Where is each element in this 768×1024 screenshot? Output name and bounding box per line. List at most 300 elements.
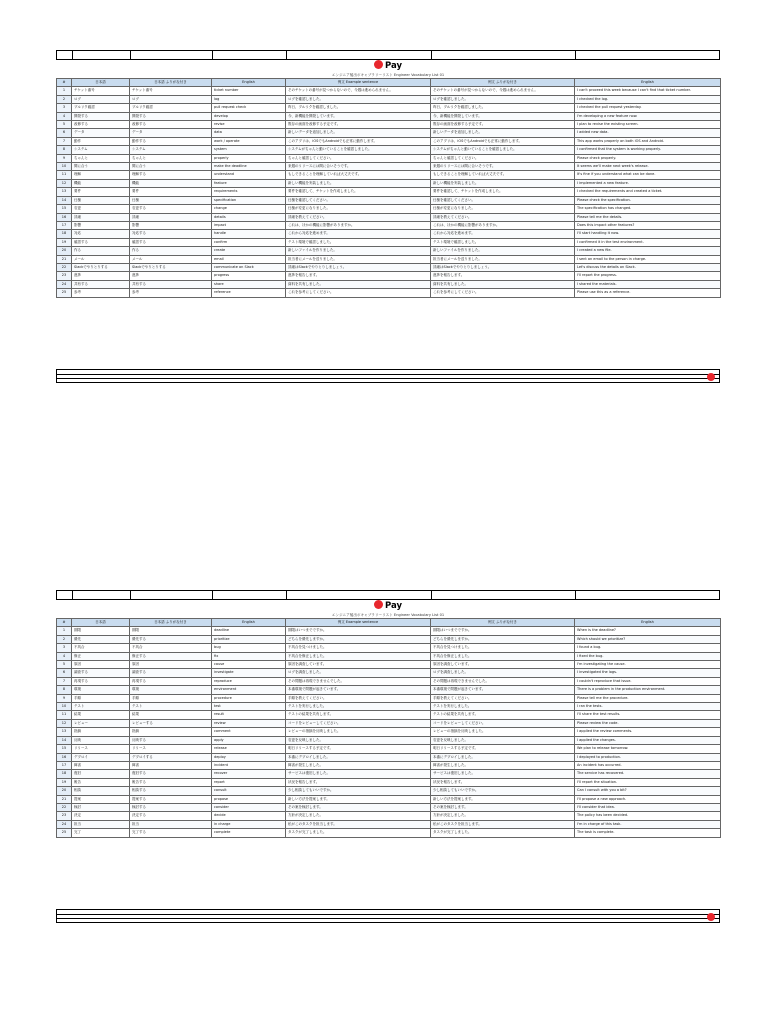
table-cell: 今、新機能を開発しています。 [286,112,431,120]
column-header: English [212,619,286,627]
table-cell: ログを確認しました。 [431,95,575,103]
table-cell: 明日リリースする予定です。 [431,745,575,753]
table-cell: 提案する [130,795,212,803]
table-cell: 4 [57,112,72,120]
table-cell: 13 [57,728,72,736]
table-cell: 7 [57,677,72,685]
table-cell: Please use this as a reference. [575,289,721,297]
table-cell: Please check properly. [575,154,721,162]
brand-name: Pay [384,61,403,71]
table-cell: 報告する [130,778,212,786]
table-cell: ちゃんと確認してください。 [431,154,575,162]
table-cell: 21 [57,795,72,803]
table-cell: 新しいファイルを作りました。 [286,247,431,255]
table-cell: どちらを優先しますか。 [286,635,431,643]
table-cell: 昨日、プルリクを確認しました。 [286,104,431,112]
table-cell: 機能 [72,179,130,187]
table-cell: 不具合を修正しました。 [286,652,431,660]
table-cell: log [212,95,286,103]
table-cell: 要件 [72,188,130,196]
table-cell: 2 [57,95,72,103]
table-cell: 期限 [72,627,130,635]
table-cell: 新しいデータを追加しました。 [286,129,431,137]
table-cell: reference [212,289,286,297]
table-cell: 昨日、プルリクを確認しました。 [431,104,575,112]
table-cell: 24 [57,280,72,288]
table-row [57,230,721,238]
vocab-table [56,78,721,298]
table-cell: I investigated the logs. [575,669,721,677]
table-cell: 対応する [130,230,212,238]
table-header-row [57,619,721,627]
column-header: English [575,619,721,627]
table-row [57,154,721,162]
table-cell: 動作する [130,137,212,145]
table-cell: 復旧 [72,770,130,778]
table-cell: 詳細を教えてください。 [286,213,431,221]
table-cell: 5 [57,661,72,669]
table-cell: 決定する [130,812,212,820]
table-cell: テスト [130,703,212,711]
table-cell: review [212,719,286,727]
sheet-subtitle: エンジニア頻出ボキャブラリーリスト Engineer Vocabulary List 01 [331,613,445,617]
table-cell: Which should we prioritize? [575,635,721,643]
table-cell: comment [212,728,286,736]
table-cell: Please tell me the details. [575,213,721,221]
table-cell: I'm developing a new feature now. [575,112,721,120]
pay-footer-icon [707,373,715,381]
table-cell: share [212,280,286,288]
table-row [57,205,721,213]
table-cell: 相談 [72,787,130,795]
table-cell: details [212,213,286,221]
table-cell: 完了する [130,829,212,837]
table-row [57,87,721,95]
table-cell: 23 [57,812,72,820]
table-row [57,686,721,694]
table-cell: 手順 [72,694,130,702]
table-row [57,711,721,719]
table-cell: The policy has been decided. [575,812,721,820]
table-cell: I added new data. [575,129,721,137]
table-cell: 開発する [130,112,212,120]
table-row [57,787,721,795]
table-cell: 13 [57,188,72,196]
table-cell: confirm [212,238,286,246]
table-cell: システムがちゃんと動いていることを確認しました。 [431,146,575,154]
table-row [57,761,721,769]
column-header: 例文 ふりがな付き [431,79,575,87]
table-cell: 作る [130,247,212,255]
table-cell: 影響 [72,221,130,229]
table-cell: 進捗 [130,272,212,280]
table-cell: 今、新機能を開発しています。 [431,112,575,120]
table-cell: 検討 [72,803,130,811]
table-cell: I confirmed that the system is working properly. [575,146,721,154]
table-row [57,137,721,145]
table-cell: 本番にデプロイしました。 [286,753,431,761]
sheet-footer [56,369,720,383]
table-cell: 進捗を報告します。 [431,272,575,280]
table-cell: Slackでやりとりする [130,263,212,271]
table-cell: I created a new file. [575,247,721,255]
table-cell: 理解 [72,171,130,179]
table-cell: リリース [130,745,212,753]
table-cell: 障害 [72,761,130,769]
table-cell: 再現する [130,677,212,685]
table-cell: 不具合 [130,644,212,652]
table-row [57,803,721,811]
column-header: 日本語 ふりがな付き [130,79,212,87]
table-cell: 要件を確認して、チケットを作成しました。 [286,188,431,196]
table-cell: I sent an email to the person in charge. [575,255,721,263]
table-cell: 対応 [72,230,130,238]
table-cell: 進捗 [72,272,130,280]
table-cell: サービスは復旧しました。 [286,770,431,778]
table-row [57,196,721,204]
table-cell: 8 [57,146,72,154]
table-cell: 少し相談してもいいですか。 [286,787,431,795]
table-cell: これを参考にしてください。 [286,289,431,297]
table-cell: 作る [72,247,130,255]
table-cell: リリース [72,745,130,753]
table-cell: I confirmed it in the test environment. [575,238,721,246]
table-cell: 17 [57,221,72,229]
table-cell: コードをレビューしてください。 [431,719,575,727]
table-cell: 新しい機能を実装しました。 [431,179,575,187]
table-cell: An incident has occurred. [575,761,721,769]
table-cell: I fixed the bug. [575,652,721,660]
column-header: 日本語 ふりがな付き [130,619,212,627]
table-cell: 決定 [72,812,130,820]
column-header: 例文 Example sentence [286,619,431,627]
table-cell: どちらを優先しますか。 [431,635,575,643]
table-cell: make the deadline [212,163,286,171]
table-cell: test [212,703,286,711]
table-cell: I'll share the test results. [575,711,721,719]
table-cell: 3 [57,104,72,112]
table-cell: 24 [57,820,72,828]
table-cell: Please check the specification. [575,196,721,204]
table-cell: work / operate [212,137,286,145]
sheet-header-grid [56,590,720,600]
table-cell: requirements [212,188,286,196]
table-cell: I ran the tests. [575,703,721,711]
table-cell: It seems we'll make next week's release. [575,163,721,171]
table-cell: 再現する [72,677,130,685]
table-cell: 方針が決定しました。 [286,812,431,820]
table-cell: 新しい機能を実装しました。 [286,179,431,187]
table-cell: I can't proceed this week because I can't find that ticket number. [575,87,721,95]
table-cell: 修正 [72,652,130,660]
table-cell: I checked the pull request yesterday. [575,104,721,112]
table-row [57,221,721,229]
table-row [57,163,721,171]
vocab-sheet-2 [56,590,720,923]
table-cell: ちゃんと [130,154,212,162]
table-cell: 14 [57,196,72,204]
table-cell: 障害が発生しました。 [286,761,431,769]
table-body [57,87,721,297]
table-cell: environment [212,686,286,694]
table-body [57,627,721,837]
table-cell: When is the deadline? [575,627,721,635]
table-cell: revise [212,121,286,129]
pay-logo-icon [374,600,383,609]
table-cell: 22 [57,263,72,271]
table-cell: 共有する [72,280,130,288]
table-cell: I plan to revise the existing screen. [575,121,721,129]
table-cell: 私がこのタスクを担当します。 [431,820,575,828]
table-cell: 調査する [72,669,130,677]
table-cell: 担当 [72,820,130,828]
table-cell: 19 [57,238,72,246]
table-cell: 確認する [130,238,212,246]
table-cell: 反映する [130,736,212,744]
table-cell: テスト環境で確認しました。 [286,238,431,246]
table-cell: I'll start handling it now. [575,230,721,238]
table-cell: 期限 [130,627,212,635]
column-header: 例文 Example sentence [286,79,431,87]
table-cell: ログ [130,95,212,103]
table-cell: 障害 [130,761,212,769]
table-cell: 復旧する [130,770,212,778]
table-cell: 手順を教えてください。 [286,694,431,702]
table-cell: 不具合を見つけました。 [431,644,575,652]
table-cell: テスト環境で確認しました。 [431,238,575,246]
table-cell: Can I consult with you a bit? [575,787,721,795]
table-cell: 手順を教えてください。 [431,694,575,702]
table-cell: fix [212,652,286,660]
sheet-footer [56,909,720,923]
table-cell: 進捗を報告します。 [286,272,431,280]
table-row [57,121,721,129]
table-row [57,188,721,196]
table-cell: メール [130,255,212,263]
table-cell: 11 [57,711,72,719]
table-cell: 仕様が変更になりました。 [431,205,575,213]
table-cell: 8 [57,686,72,694]
table-row [57,104,721,112]
table-cell: システム [72,146,130,154]
table-cell: 新しいファイルを作りました。 [431,247,575,255]
table-cell: コードをレビューしてください。 [286,719,431,727]
table-cell: 調査する [130,669,212,677]
table-cell: Please review the code. [575,719,721,727]
brand-logo [56,60,720,72]
table-cell: in charge [212,820,286,828]
table-cell: そのチケットの番号が見つからないので、今週は進められません。 [286,87,431,95]
table-cell: ログ [72,95,130,103]
table-cell: 検討する [130,803,212,811]
table-cell: 仕様 [130,196,212,204]
table-cell: 提案 [72,795,130,803]
table-cell: 3 [57,644,72,652]
table-cell: チケット番号 [130,87,212,95]
table-row [57,263,721,271]
table-cell: 担当者にメールを送りました。 [431,255,575,263]
table-cell: There is a problem in the production environment. [575,686,721,694]
table-cell: テストを実行しました。 [286,703,431,711]
pay-footer-icon [707,913,715,921]
table-cell: 障害が発生しました。 [431,761,575,769]
column-header: 例文 ふりがな付き [431,619,575,627]
table-cell: change [212,205,286,213]
table-cell: これから対応を進めます。 [431,230,575,238]
table-cell: 25 [57,289,72,297]
table-row [57,255,721,263]
table-cell: I checked the requirements and created a ticket. [575,188,721,196]
table-cell: もしできることを理解していれば大丈夫です。 [286,171,431,179]
table-cell: handle [212,230,286,238]
table-cell: デプロイ [72,753,130,761]
table-cell: 指摘 [72,728,130,736]
table-cell: create [212,247,286,255]
table-row [57,627,721,635]
table-cell: The specification has changed. [575,205,721,213]
table-cell: 要件 [130,188,212,196]
table-cell: 21 [57,255,72,263]
table-cell: もしできることを理解していれば大丈夫です。 [431,171,575,179]
table-cell: I checked the log. [575,95,721,103]
table-row [57,778,721,786]
table-cell: communicate on Slack [212,263,286,271]
table-cell: Please tell me the procedure. [575,694,721,702]
table-cell: 12 [57,719,72,727]
table-row [57,247,721,255]
table-cell: incident [212,761,286,769]
table-cell: これは、ほかの機能に影響がありますか。 [286,221,431,229]
table-cell: 指摘 [130,728,212,736]
brand-logo [56,600,720,612]
table-cell: 来週のリリースには間に合いそうです。 [431,163,575,171]
table-cell: ログを確認しました。 [286,95,431,103]
table-cell: 不具合を修正しました。 [431,652,575,660]
table-cell: 17 [57,761,72,769]
table-cell: これは、ほかの機能に影響がありますか。 [431,221,575,229]
table-cell: 新しい方法を提案します。 [431,795,575,803]
table-cell: プルリク確認 [72,104,130,112]
table-row [57,736,721,744]
table-row [57,728,721,736]
table-cell: This app works properly on both iOS and Android. [575,137,721,145]
table-row [57,719,721,727]
table-row [57,112,721,120]
sheet-header-grid [56,50,720,60]
table-cell: I couldn't reproduce that issue. [575,677,721,685]
table-cell: deploy [212,753,286,761]
table-row [57,280,721,288]
table-cell: 6 [57,669,72,677]
table-cell: タスクが完了しました。 [286,829,431,837]
table-cell: 期限はいつまでですか。 [286,627,431,635]
table-cell: 報告 [72,778,130,786]
table-cell: 状況を報告します。 [286,778,431,786]
table-cell: 完了 [72,829,130,837]
table-cell: タスクが完了しました。 [431,829,575,837]
table-cell: recover [212,770,286,778]
table-cell: デプロイする [130,753,212,761]
table-cell: I found a bug. [575,644,721,652]
table-cell: システムがちゃんと動いていることを確認しました。 [286,146,431,154]
column-header: English [575,79,721,87]
table-cell: 参考 [130,289,212,297]
table-cell: 6 [57,129,72,137]
table-cell: チケット番号 [72,87,130,95]
table-cell: これから対応を進めます。 [286,230,431,238]
table-cell: deadline [212,627,286,635]
table-cell: 開発する [72,112,130,120]
table-cell: 16 [57,753,72,761]
table-row [57,795,721,803]
table-row [57,644,721,652]
table-cell: 変更 [72,205,130,213]
column-header: 日本語 [72,619,130,627]
table-row [57,745,721,753]
table-cell: 要件を確認して、チケットを作成しました。 [431,188,575,196]
table-cell: pull request check [212,104,286,112]
table-cell: Slackでやりとりする [72,263,130,271]
table-cell: I deployed to production. [575,753,721,761]
table-cell: 優先する [130,635,212,643]
table-cell: I'll consider that idea. [575,803,721,811]
table-cell: ログを調査しました。 [286,669,431,677]
table-cell: properly [212,154,286,162]
table-row [57,635,721,643]
table-row [57,213,721,221]
table-cell: 資料を共有しました。 [286,280,431,288]
table-cell: 変更を反映しました。 [431,736,575,744]
table-cell: prioritize [212,635,286,643]
table-cell: 詳細を教えてください。 [431,213,575,221]
column-header: 日本語 [72,79,130,87]
table-row [57,272,721,280]
table-cell: develop [212,112,286,120]
table-cell: 詳細はSlackでやりとりしましょう。 [286,263,431,271]
table-cell: The task is complete. [575,829,721,837]
table-cell: メール [72,255,130,263]
table-cell: このアプリは、iOSでもAndroidでも正常に動作します。 [286,137,431,145]
table-row [57,703,721,711]
table-cell: 仕様 [72,196,130,204]
table-row [57,669,721,677]
table-cell: 改修する [72,121,130,129]
table-cell: complete [212,829,286,837]
table-cell: 2 [57,635,72,643]
table-cell: 19 [57,778,72,786]
table-cell: 優先 [72,635,130,643]
table-cell: apply [212,736,286,744]
table-cell: レビューの指摘を反映しました。 [286,728,431,736]
table-cell: その案を検討します。 [286,803,431,811]
table-cell: bug [212,644,286,652]
table-cell: 9 [57,154,72,162]
table-cell: 修正する [130,652,212,660]
table-cell: feature [212,179,286,187]
table-cell: 理解する [130,171,212,179]
table-cell: レビューする [130,719,212,727]
table-cell: ちゃんと確認してください。 [286,154,431,162]
table-cell: 機能 [130,179,212,187]
table-cell: データ [72,129,130,137]
table-cell: 1 [57,87,72,95]
table-cell: 4 [57,652,72,660]
table-cell: I'm investigating the cause. [575,661,721,669]
table-cell: テスト [72,703,130,711]
table-cell: I shared the materials. [575,280,721,288]
vocab-sheet-1 [56,50,720,383]
table-row [57,129,721,137]
